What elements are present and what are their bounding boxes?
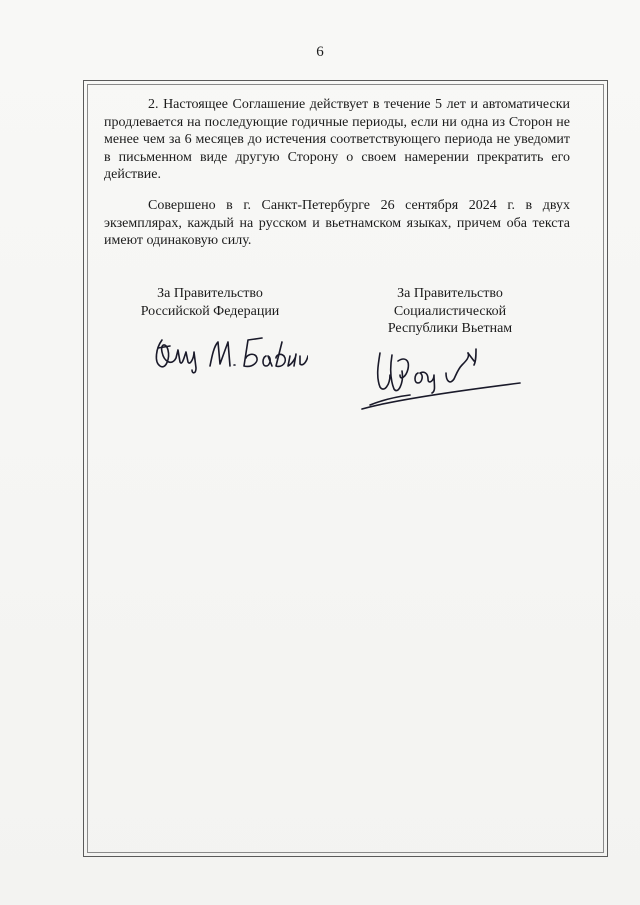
page-number: 6 (316, 44, 324, 60)
done-at-paragraph: Совершено в г. Санкт-Петербурге 26 сентября 2024 г. в двух экземплярах, каждый на русском и вьетнамском языках, причем оба текста имеют одинаковую силу. (104, 198, 570, 249)
signature-caption-line: Социалистической (393, 303, 507, 319)
clause-2-paragraph: 2. Настоящее Соглашение действует в течение 5 лет и автоматически продлевается на последующие годичные периоды, если ни одна из Сторон не менее чем за 6 месяцев до истечения соответствующего периода не уведомит в письменном виде другую Сторону о своем намерении прекратить его действие. (104, 97, 570, 183)
signature-block-russia (110, 285, 310, 320)
signature-vietnam-handwritten (350, 335, 530, 415)
signature-caption-line: Российской Федерации (140, 303, 280, 319)
signature-caption-line: За Правительство (157, 286, 263, 301)
signature-block-vietnam (350, 285, 550, 338)
signature-russia-handwritten (148, 328, 308, 376)
signature-caption-line: Республики Вьетнам (387, 321, 513, 337)
signature-caption-line: За Правительство (397, 286, 503, 301)
